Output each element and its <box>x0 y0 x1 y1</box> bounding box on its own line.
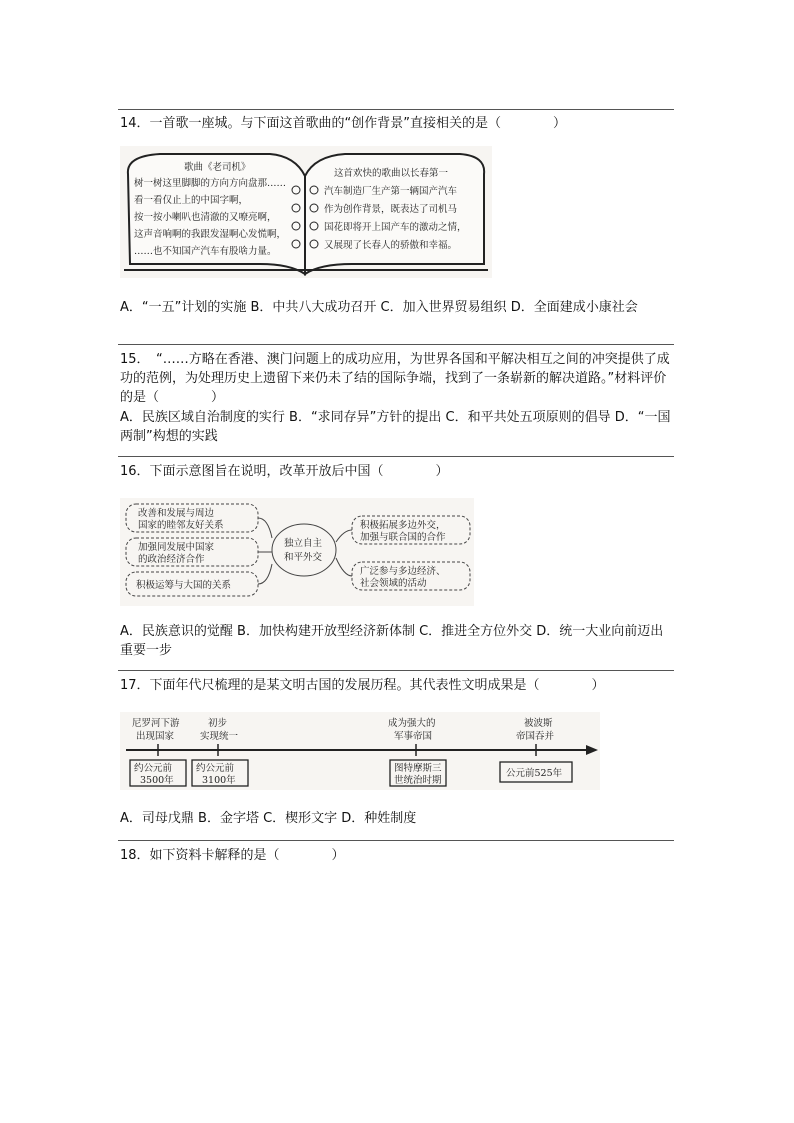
book-left-line: ……也不知国产汽车有股啥力量。 <box>134 246 277 257</box>
diagram-right-box-2: 广泛参与多边经济、 <box>360 566 446 577</box>
diagram-left-box-1: 改善和发展与周边 <box>138 508 215 519</box>
divider <box>118 109 674 110</box>
book-left-line: 树一树这里脚脚的方向方向盘那…… <box>134 178 287 189</box>
timeline-event-top: 实现统一 <box>200 731 239 742</box>
question-17-stem: 17．下面年代尺梳理的是某文明古国的发展历程。其代表性文明成果是（ ） <box>120 678 605 693</box>
book-left-line: 这声音响啊的我跟发湿啊心发慌啊， <box>134 229 287 240</box>
timeline-figure <box>120 712 600 790</box>
question-15-stem: 15． “……方略在香港、澳门问题上的成功应用，为世界各国和平解决相互之间的冲突提供了成功的范例，为处理历史上遗留下来仍未了结的国际争端，找到了一条崭新的解决道路。”材料评价的是（ ） <box>120 352 670 405</box>
book-right-line: 汽车制造厂生产第一辆国产汽车 <box>324 186 458 197</box>
diagram-center: 和平外交 <box>284 552 323 563</box>
timeline-date: 3100年 <box>202 775 236 786</box>
timeline-event-top: 军事帝国 <box>394 731 433 742</box>
diagram-right-box-2: 社会领域的活动 <box>360 578 427 589</box>
question-14-stem: 14．一首歌一座城。与下面这首歌曲的“创作背景”直接相关的是（ ） <box>120 116 567 131</box>
question-14-options: A．“一五”计划的实施 B．中共八大成功召开 C．加入世界贸易组织 D．全面建成小康社会 <box>120 300 638 315</box>
book-left-line: 歌曲《老司机》 <box>184 162 251 173</box>
open-book-illustration <box>120 146 492 278</box>
timeline-date: 图特摩斯三 <box>394 763 442 774</box>
diplomacy-diagram <box>120 498 474 606</box>
timeline-date: 世统治时期 <box>394 775 442 786</box>
timeline-chart <box>120 712 600 790</box>
timeline-event-top: 被波斯 <box>524 718 553 729</box>
question-15-options: A．民族区域自治制度的实行 B．“求同存异”方针的提出 C．和平共处五项原则的倡导 D．“一国两制”构想的实践 <box>120 410 671 444</box>
diplomacy-mindmap <box>120 498 474 606</box>
timeline-date: 约公元前 <box>196 763 235 774</box>
question-17-options: A．司母戊鼎 B．金字塔 C．楔形文字 D．种姓制度 <box>120 811 417 826</box>
timeline-event-top: 初步 <box>208 718 228 729</box>
diagram-left-box-2: 的政治经济合作 <box>138 554 205 565</box>
question-16-stem: 16．下面示意图旨在说明，改革开放后中国（ ） <box>120 464 449 479</box>
divider <box>118 456 674 457</box>
timeline-event-top: 帝国吞并 <box>516 731 555 742</box>
timeline-date: 公元前525年 <box>506 768 563 779</box>
divider <box>118 344 674 345</box>
diagram-center: 独立自主 <box>284 538 323 549</box>
book-right-line: 又展现了长春人的骄傲和幸福。 <box>324 240 458 251</box>
diagram-left-box-1: 国家的睦邻友好关系 <box>138 520 224 531</box>
book-right-line: 作为创作背景，既表达了司机马 <box>324 204 458 215</box>
divider <box>118 670 674 671</box>
diagram-left-box-3: 积极运筹与大国的关系 <box>136 580 232 591</box>
question-18-stem: 18．如下资料卡解释的是（ ） <box>120 848 345 863</box>
song-book-figure <box>120 146 492 278</box>
diagram-right-box-1: 积极拓展多边外交， <box>360 520 446 531</box>
book-right-line: 这首欢快的歌曲以长春第一 <box>334 168 449 179</box>
timeline-event-top: 成为强大的 <box>388 718 436 729</box>
book-left-line: 按一按小喇叭也清澈的又嘹亮啊， <box>134 212 277 223</box>
timeline-event-top: 尼罗河下游 <box>132 718 180 729</box>
question-16-options: A．民族意识的觉醒 B．加快构建开放型经济新体制 C．推进全方位外交 D．统一大业向前迈出重要一步 <box>120 624 664 658</box>
book-left-line: 看一看仅止上的中国字啊， <box>134 195 249 206</box>
diagram-left-box-2: 加强同发展中国家 <box>138 542 215 553</box>
timeline-date: 3500年 <box>140 775 174 786</box>
timeline-event-top: 出现国家 <box>136 731 175 742</box>
book-right-line: 国花即将开上国产车的激动之情， <box>324 222 467 233</box>
divider <box>118 840 674 841</box>
diagram-right-box-1: 加强与联合国的合作 <box>360 532 446 543</box>
timeline-date: 约公元前 <box>134 763 173 774</box>
